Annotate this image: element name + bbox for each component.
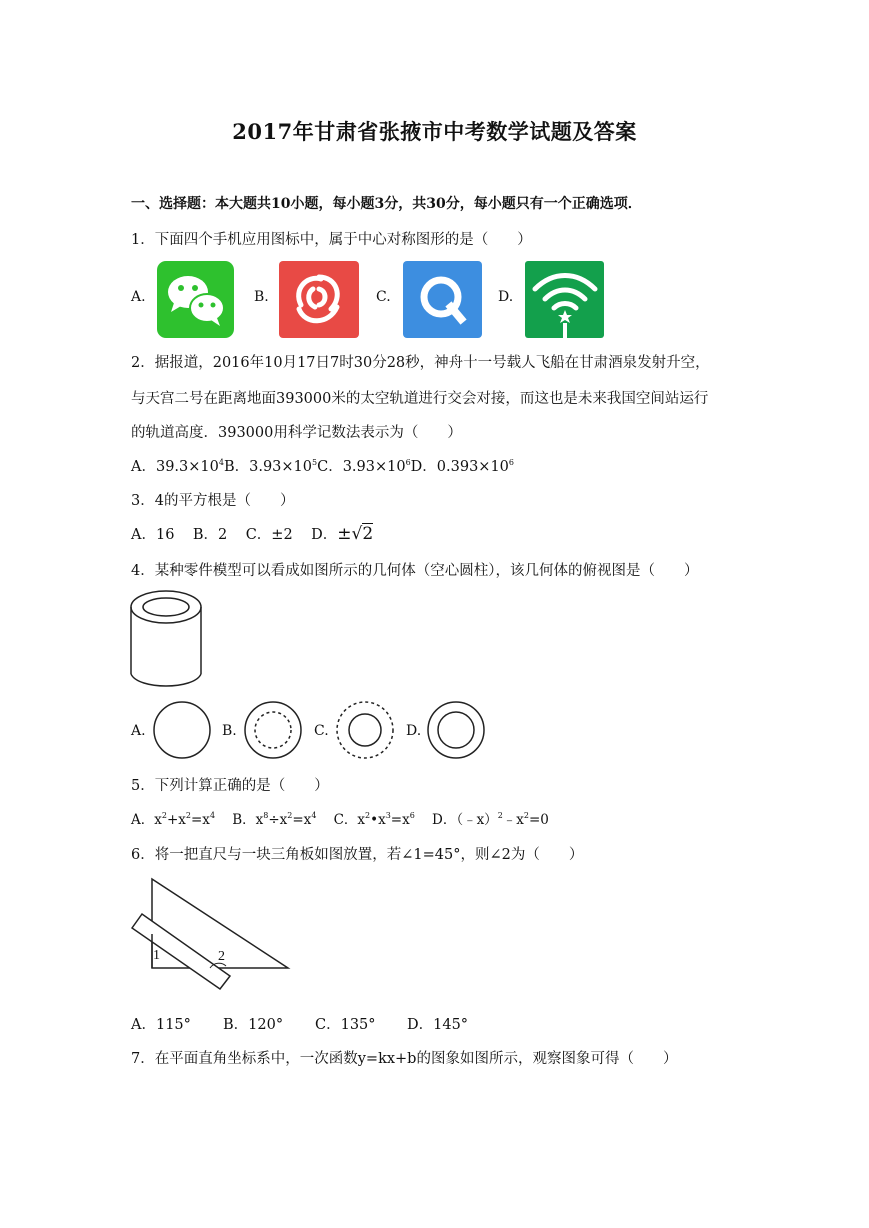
q2-option-d: D．0.393×10: [410, 459, 509, 475]
q3-options: [131, 523, 373, 544]
q2-option-c: C．3.93×10: [317, 459, 406, 475]
q4-option-a-figure: [152, 700, 212, 760]
q3-option-b: B．2: [192, 527, 228, 543]
q3-option-d: D．: [311, 527, 338, 543]
page-title: 2017年甘肃省张掖市中考数学试题及答案: [232, 119, 637, 144]
q5-option-c: C．$x^2•x^3=x^6$: [333, 811, 415, 828]
section-heading: 一、选择题：本大题共10小题，每小题3分，共30分，每小题只有一个正确选项．: [131, 196, 642, 212]
q5-option-b: B．$x^8\div x^2=x^4$: [232, 811, 317, 828]
q3-option-a: A．16: [131, 527, 175, 543]
q6-stem: 6．将一把直尺与一块三角板如图放置，若∠1=45°，则∠2为（ ）: [131, 847, 584, 863]
q6-option-b: B．120°: [223, 1017, 284, 1033]
q2-option-b: B．3.93×10: [223, 459, 312, 475]
q2-option-a-exp: 4: [218, 458, 224, 467]
q2-line-2: 与天宫二号在距离地面393000米的太空轨道进行交会对接，而这也是未来我国空间站运行: [131, 391, 709, 407]
q6-option-a: A．115°: [131, 1017, 191, 1033]
q3-option-d-sign: ±: [337, 524, 352, 544]
q4-option-b-figure: [243, 700, 303, 760]
q4-label-a: A.: [131, 723, 146, 739]
search-app-icon: [403, 261, 482, 338]
q5-option-a: A．$x^2+x^2=x^4$: [131, 811, 216, 828]
q1-label-a: A.: [131, 289, 146, 305]
q3-option-c: C．±2: [245, 527, 293, 543]
q3-stem: 3．4的平方根是（ ）: [131, 493, 295, 509]
angle-1-label: 1: [153, 948, 160, 963]
q1-label-d: D.: [498, 289, 514, 305]
q2-line-3: 的轨道高度．393000用科学记数法表示为（ ）: [131, 425, 462, 441]
q6-option-c: C．135°: [315, 1017, 376, 1033]
q2-options: [131, 455, 514, 476]
wechat-icon: [157, 261, 234, 338]
q5-stem: 5．下列计算正确的是（ ）: [131, 778, 329, 794]
q4-option-c-figure: [335, 700, 395, 760]
q4-label-c: C.: [314, 723, 329, 739]
q4-stem: 4．某种零件模型可以看成如图所示的几何体（空心圆柱），该几何体的俯视图是（ ）: [131, 563, 699, 579]
q1-label-b: B.: [254, 289, 269, 305]
q2-line-1: 2．据报道，2016年10月17日7时30分28秒，神舟十一号载人飞船在甘肃酒泉发射升空，: [131, 355, 710, 371]
q2-option-c-exp: 6: [405, 458, 411, 467]
q2-option-a: A．39.3×10: [131, 459, 219, 475]
q6-options: [131, 1013, 468, 1034]
q4-label-b: B.: [222, 723, 237, 739]
sqrt-symbol: √: [351, 524, 363, 544]
angle-2-label: 2: [218, 949, 225, 964]
q1-label-c: C.: [376, 289, 391, 305]
ruler-triangle-figure: [130, 876, 292, 994]
q4-option-d-figure: [426, 700, 486, 760]
wifi-app-icon: [525, 261, 604, 338]
q6-option-d: D．145°: [407, 1017, 469, 1033]
q5-option-d: D．$(﹣x)^2﹣x^2=0$: [432, 811, 549, 828]
q4-label-d: D.: [406, 723, 422, 739]
q5-options: [131, 808, 549, 828]
q7-stem: 7．在平面直角坐标系中，一次函数y=kx+b的图象如图所示，观察图象可得（ ）: [131, 1051, 678, 1067]
hollow-cylinder-figure: [128, 588, 208, 692]
q2-option-b-exp: 5: [312, 458, 318, 467]
phoenix-news-icon: [279, 261, 359, 338]
q2-option-d-exp: 6: [508, 458, 515, 467]
q1-stem: 1．下面四个手机应用图标中，属于中心对称图形的是（ ）: [131, 232, 532, 248]
q3-option-d-radicand: 2: [362, 524, 374, 544]
